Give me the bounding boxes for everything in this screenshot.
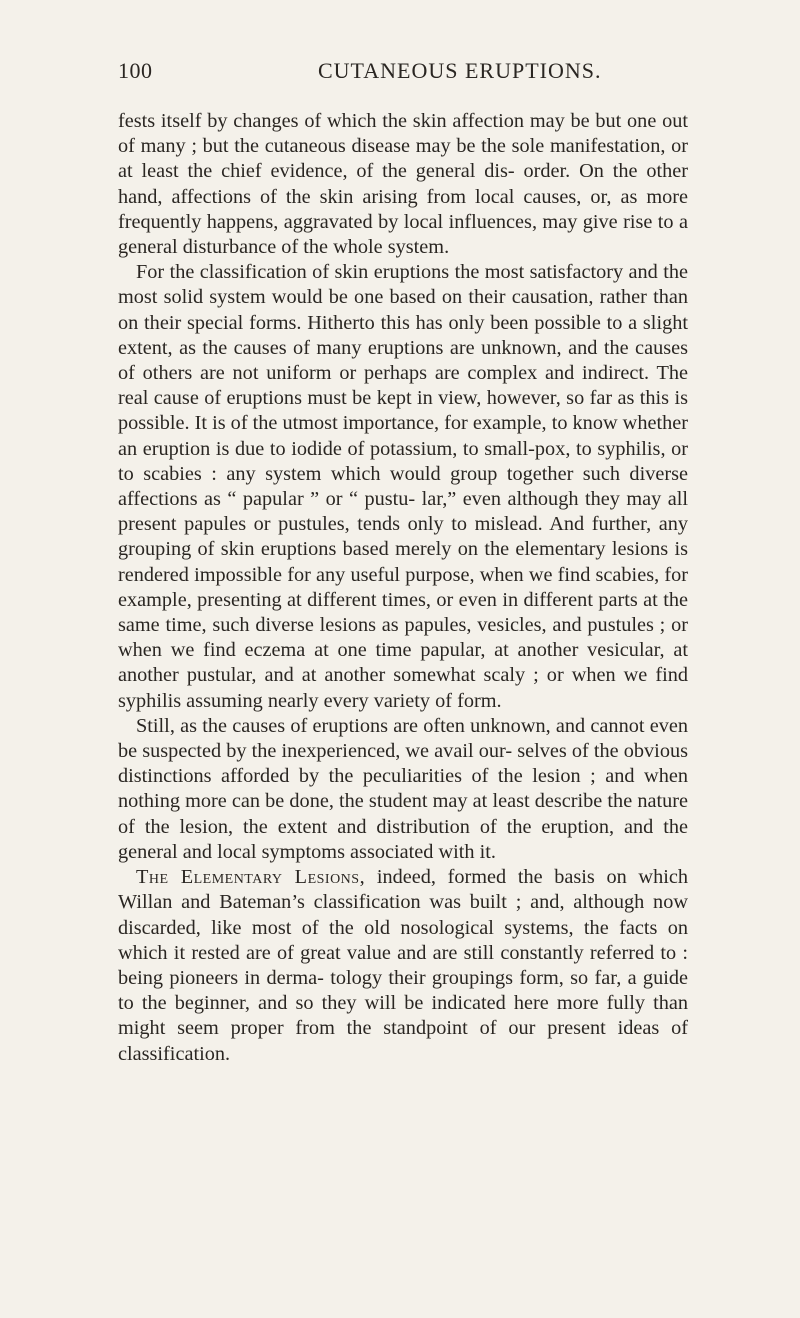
paragraph-causes-unknown: Still, as the causes of eruptions are often unknown, and cannot even be suspected by the inexperienced, we avail our- selves of the obvious distinctions afforded by the peculiarities of the lesion ; and when nothing more can be done, the student may at least describe the nature of the lesion, the extent and distribution of the eruption, and the general and local symptoms associated with it. — [118, 714, 688, 863]
body-text — [118, 109, 688, 1067]
page-header — [118, 58, 678, 88]
page-number: 100 — [118, 58, 153, 83]
section-lead-heading: The Elementary Lesions, — [136, 866, 366, 889]
paragraph-elementary-lesions-text: indeed, formed the basis on which Willan and Bateman’s classification was built ; and, although now discarded, like most of the old nosological systems, the facts on which it rested are of great value and are still constantly referred to : being pioneers in derma- tology their groupings form, so far, a guide to the beginner, and so they will be indicated here more fully than might seem proper from the standpoint of our present ideas of classification. — [118, 866, 688, 1065]
paragraph-elementary-lesions — [118, 865, 688, 1067]
paragraph-classification: For the classification of skin eruptions the most satisfactory and the most solid system would be one based on their causation, rather than on their special forms. Hitherto this has only been possible to a slight extent, as the causes of many eruptions are unknown, and the causes of others are not uniform or perhaps are complex and indirect. The real cause of eruptions must be kept in view, however, so far as this is possible. It is of the utmost importance, for example, to know whether an eruption is due to iodide of potassium, to small-pox, to syphilis, or to scabies : any system which would group together such diverse affections as “ papular ” or “ pustu- lar,” even although they may all present papules or pustules, tends only to mislead. And further, any grouping of skin eruptions based merely on the elementary lesions is rendered impossible for any useful purpose, when we find scabies, for example, presenting at different times, or even in different parts at the same time, such diverse lesions as papules, vesicles, and pustules ; or when we find eczema at one time papular, at another vesicular, at another pustular, and at another somewhat scaly ; or when we find syphilis assuming nearly every variety of form. — [118, 261, 689, 712]
paragraph-continuation: fests itself by changes of which the skin affection may be but one out of many ; but the cutaneous disease may be the sole manifestation, or at least the chief evidence, of the general dis- order. On the other hand, affections of the skin arising from local causes, or, as more frequently happens, aggravated by local influences, may give rise to a general disturbance of the whole system. — [118, 110, 688, 259]
running-head: CUTANEOUS ERUPTIONS. — [318, 58, 602, 83]
